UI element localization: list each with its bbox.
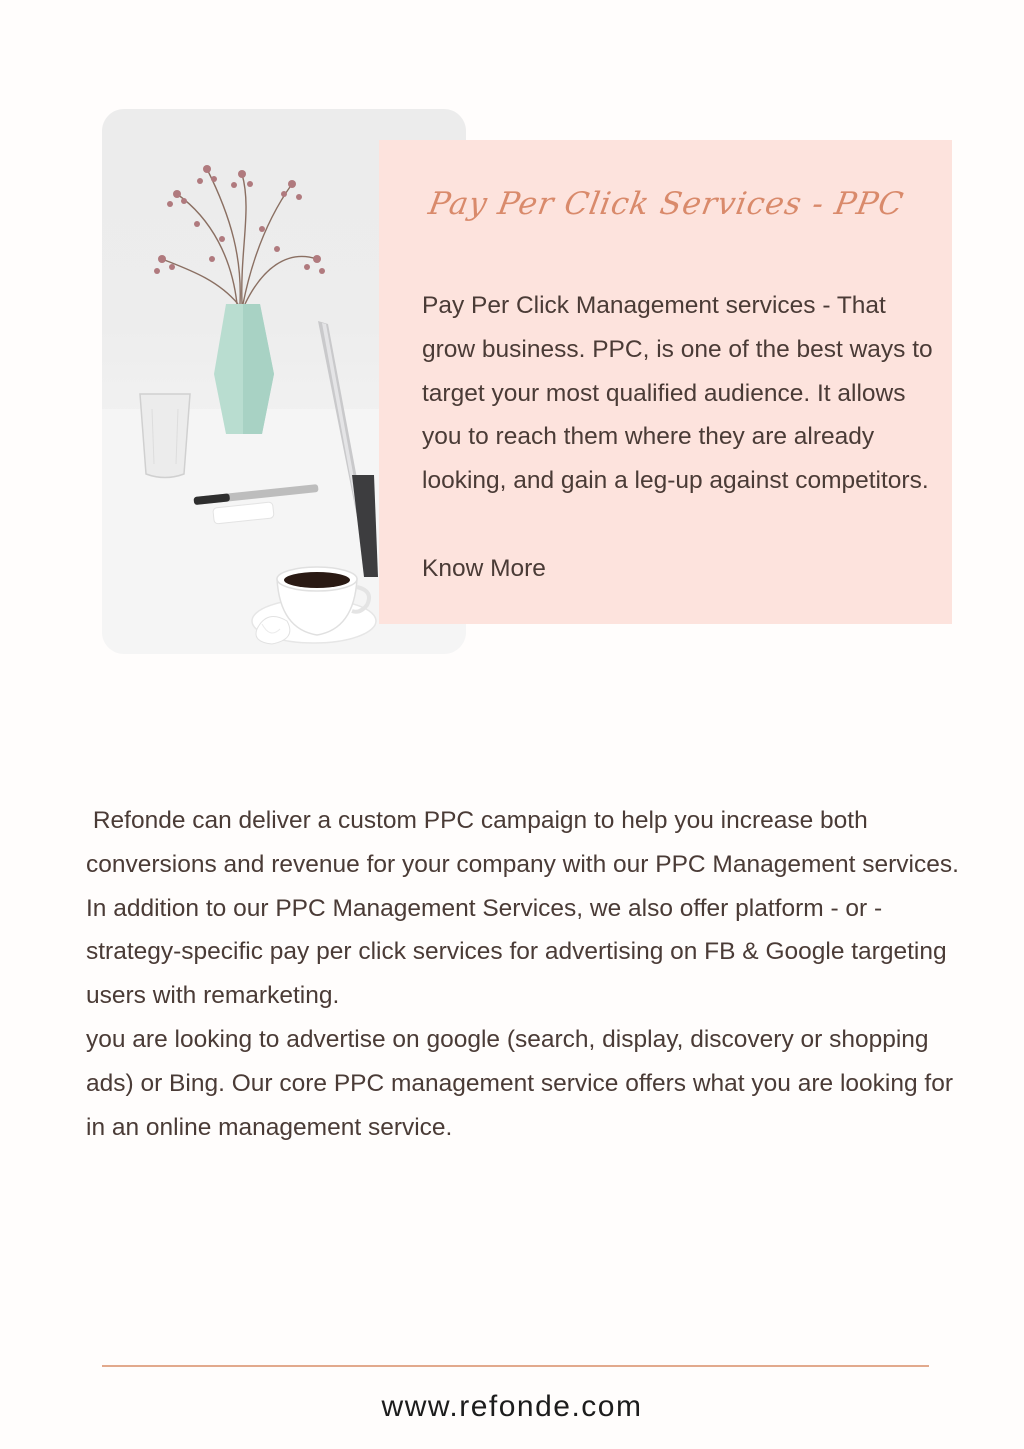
intro-paragraph: Refonde can deliver a custom PPC campaign to help you increase both conversions and revenue for your company with our PPC Management services. In addition to our PPC Management Services, we also offer platform - or - strategy-specific pay per click services for advertising on FB & Google targeting users with remarketing.: [86, 807, 966, 1010]
ppc-info-card: [379, 140, 952, 624]
card-title: Pay Per Click Services - PPC: [425, 186, 907, 222]
main-content: [86, 799, 966, 1149]
know-more-link[interactable]: Know More: [422, 555, 546, 582]
footer-website-link[interactable]: www.refonde.com: [381, 1390, 643, 1423]
detail-paragraph: you are looking to advertise on google (search, display, discovery or shopping ads) or Bing. Our core PPC management service offers what you are looking for in an online management service.: [86, 1025, 953, 1141]
footer-divider: [102, 1365, 929, 1367]
card-description: Pay Per Click Management services - That grow business. PPC, is one of the best ways to target your most qualified audience. It allows you to reach them where they are already looking, and gain a leg-up against competitors.: [422, 292, 933, 495]
